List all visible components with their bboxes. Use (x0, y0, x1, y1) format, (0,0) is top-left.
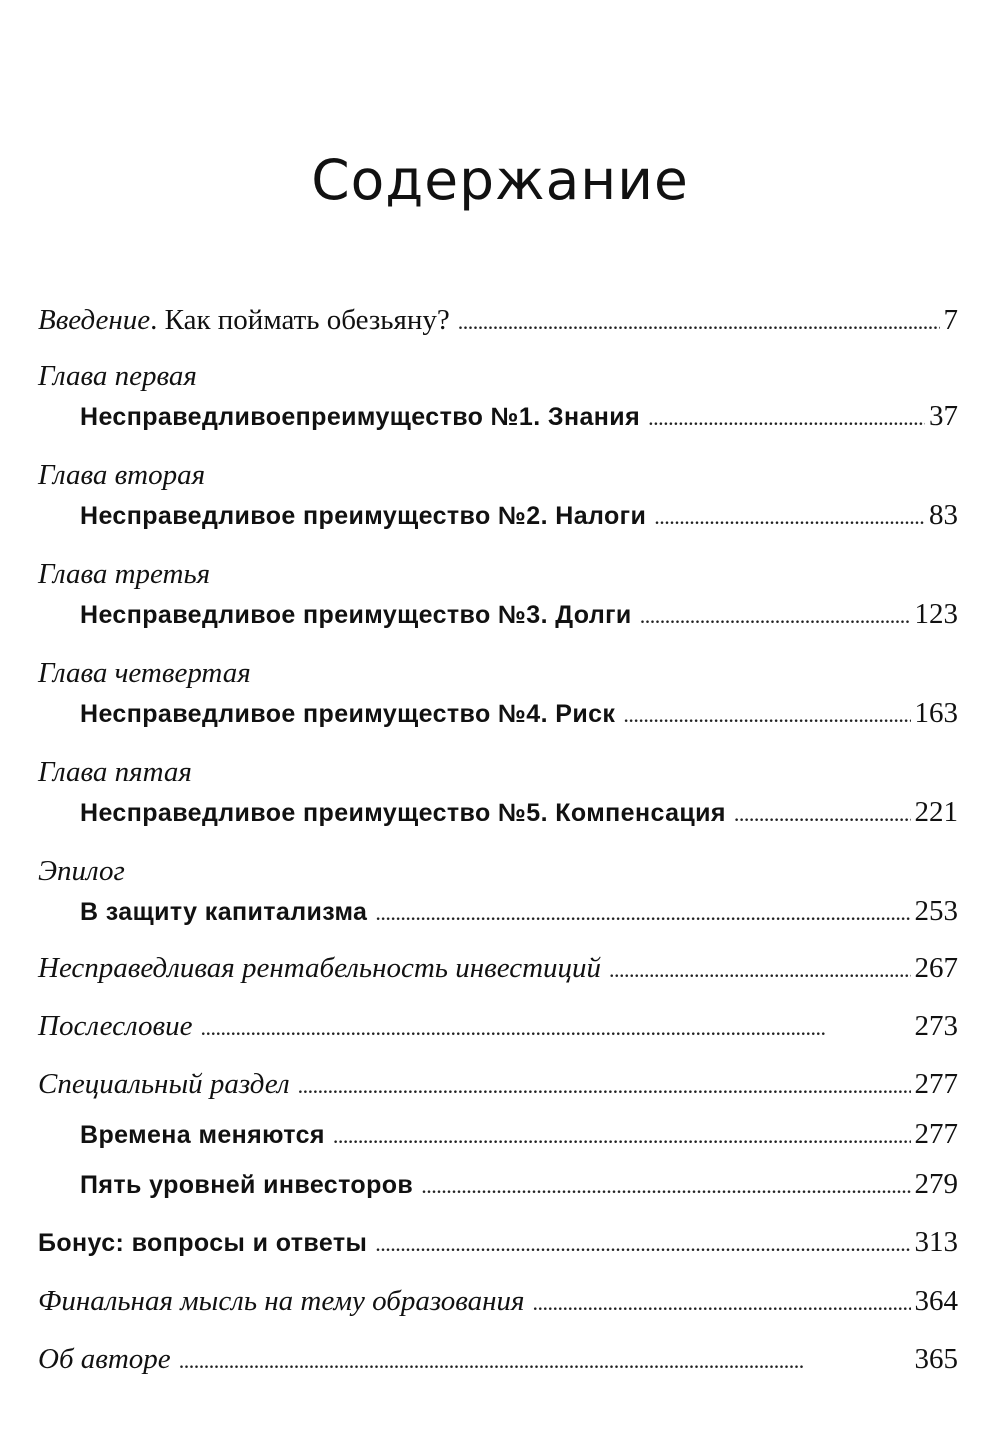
dot-leader (421, 1173, 910, 1199)
chapter-heading-5-text: Глава пятая (38, 756, 192, 788)
toc-entry-bonus (38, 1226, 958, 1266)
toc-entry-chapter-5-page: 221 (914, 796, 958, 828)
dot-leader (458, 309, 940, 335)
epilogue-heading (38, 855, 125, 895)
dot-leader (640, 603, 911, 629)
toc-entry-bonus-page: 313 (914, 1226, 958, 1258)
toc-entry-about-author (38, 1343, 958, 1383)
toc-entry-about-author-page: 365 (914, 1343, 958, 1375)
toc-entry-intro (38, 304, 958, 344)
toc-entry-roi-page: 267 (914, 952, 958, 984)
toc-entry-about-author-label: Об авторе (38, 1343, 171, 1375)
dot-leader (648, 405, 925, 431)
toc-entry-afterword (38, 1010, 958, 1050)
toc-entry-chapter-4-title: Несправедливое преимущество №4. Риск (80, 700, 616, 728)
toc-entry-chapter-3-title: Несправедливое преимущество №3. Долги (80, 601, 632, 629)
toc-entry-chapter-1-title: Несправедливоепреимущество №1. Знания (80, 403, 641, 431)
chapter-heading-4-text: Глава четвертая (38, 657, 251, 689)
toc-entry-final-thought-label: Финальная мысль на тему образования (38, 1285, 525, 1317)
toc-entry-chapter-3 (80, 598, 958, 638)
toc-entry-epilogue (80, 895, 958, 935)
toc-entry-afterword-label: Послесловие (38, 1010, 193, 1042)
toc-entry-times-label: Времена меняются (80, 1121, 325, 1149)
dot-leader (654, 504, 925, 530)
dot-leader (533, 1290, 911, 1316)
toc-entry-chapter-5-title: Несправедливое преимущество №5. Компенсация (80, 799, 726, 827)
toc-entry-intro-label: . Как поймать обезьяну? (150, 304, 450, 336)
toc-entry-bonus-label: Бонус: вопросы и ответы (38, 1229, 368, 1257)
toc-entry-epilogue-title: В защиту капитализма (80, 898, 368, 926)
toc-entry-special-label: Специальный раздел (38, 1068, 290, 1100)
toc-entry-final-thought-page: 364 (914, 1285, 958, 1317)
chapter-heading-3-text: Глава третья (38, 558, 211, 590)
toc-entry-final-thought (38, 1285, 958, 1325)
chapter-heading-2 (38, 459, 205, 499)
dot-leader (375, 1231, 910, 1257)
toc-entry-epilogue-page: 253 (914, 895, 958, 927)
toc-entry-times-page: 277 (914, 1118, 958, 1150)
toc-entry-chapter-5 (80, 796, 958, 836)
toc-entry-chapter-4-page: 163 (914, 697, 958, 729)
chapter-heading-5 (38, 756, 192, 796)
toc-entry-chapter-1-page: 37 (929, 400, 958, 432)
toc-entry-roi-label: Несправедливая рентабельность инвестиций (38, 952, 602, 984)
toc-entry-chapter-2-title: Несправедливое преимущество №2. Налоги (80, 502, 647, 530)
dot-leader (201, 1015, 911, 1041)
chapter-heading-2-text: Глава вторая (38, 459, 206, 491)
toc-entry-times (80, 1118, 958, 1158)
toc-entry-intro-page: 7 (943, 304, 958, 336)
dot-leader (298, 1073, 911, 1099)
toc-entry-chapter-3-page: 123 (914, 598, 958, 630)
page-title: Содержание (311, 148, 689, 212)
toc-entry-chapter-2 (80, 499, 958, 539)
dot-leader (375, 900, 910, 926)
toc-entry-five-levels-page: 279 (914, 1168, 958, 1200)
toc-entry-special-page: 277 (914, 1068, 958, 1100)
chapter-heading-4 (38, 657, 251, 697)
toc-entry-five-levels-label: Пять уровней инвесторов (80, 1171, 414, 1199)
toc-entry-afterword-page: 273 (914, 1010, 958, 1042)
chapter-heading-1 (38, 360, 197, 400)
chapter-heading-1-text: Глава первая (38, 360, 197, 392)
toc-entry-chapter-4 (80, 697, 958, 737)
dot-leader (333, 1123, 911, 1149)
dot-leader (179, 1348, 911, 1374)
toc-entry-special (38, 1068, 958, 1108)
toc-entry-five-levels (80, 1168, 958, 1208)
chapter-heading-3 (38, 558, 210, 598)
toc-entry-chapter-1 (80, 400, 958, 440)
toc-entry-roi (38, 952, 958, 992)
dot-leader (734, 801, 911, 827)
toc-entry-chapter-2-page: 83 (929, 499, 958, 531)
toc-entry-intro-label-italic: Введение (38, 304, 151, 336)
dot-leader (623, 702, 910, 728)
dot-leader (609, 957, 910, 983)
epilogue-heading-text: Эпилог (38, 855, 125, 887)
